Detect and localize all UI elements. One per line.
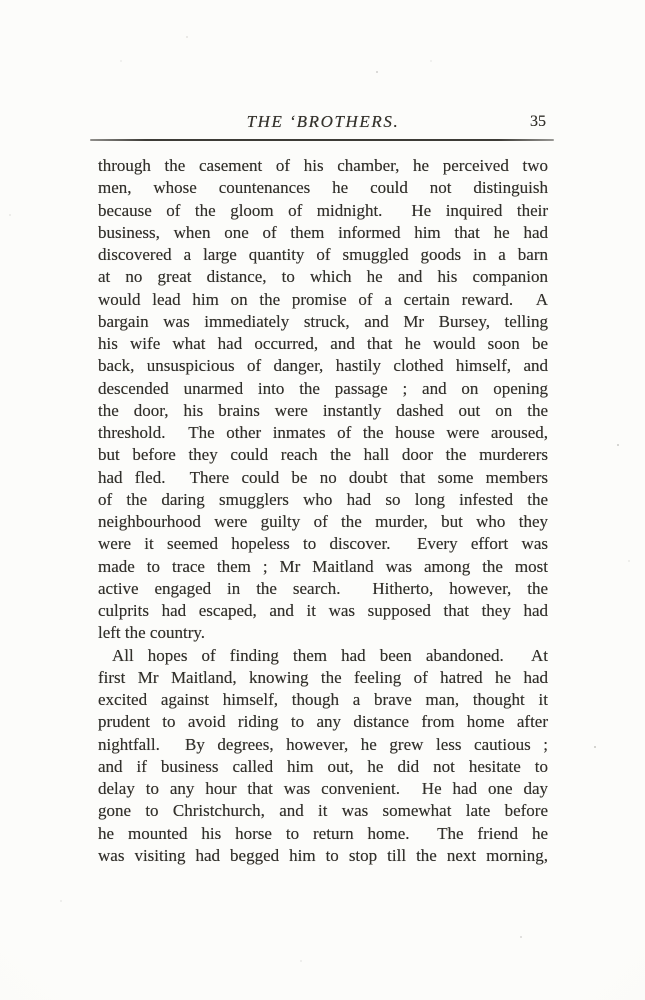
text-line: All hopes of finding them had been abandoned. At xyxy=(112,645,548,665)
text-line: through the casement of his chamber, he perceived two xyxy=(98,156,548,175)
text-line: delay to any hour that was convenient. He had one day xyxy=(98,779,548,798)
header-rule xyxy=(90,139,554,141)
text-line: would lead him on the promise of a certain reward. A xyxy=(98,289,548,309)
text-line: neighbourhood were guilty of the murder, but who they xyxy=(98,512,548,531)
running-header xyxy=(98,112,548,134)
text-line: his wife what had occurred, and that he would soon be xyxy=(98,334,548,353)
text-line: discovered a large quantity of smuggled goods in a barn xyxy=(98,245,548,264)
text-line: threshold. The other inmates of the house were aroused, xyxy=(98,423,548,442)
text-line: but before they could reach the hall door the murderers xyxy=(98,445,548,465)
text-line: and if business called him out, he did not hesitate to xyxy=(98,756,548,776)
text-line: descended unarmed into the passage ; and on opening xyxy=(98,378,548,398)
text-line: business, when one of them informed him that he had xyxy=(98,222,548,242)
text-line: gone to Christchurch, and it was somewhat late before xyxy=(98,801,548,821)
text-line: had fled. There could be no doubt that some members xyxy=(98,467,548,487)
text-line: was visiting had begged him to stop till the next morning, xyxy=(98,845,548,865)
scan-noise xyxy=(0,0,2,2)
text-line: active engaged in the search. Hitherto, however, the xyxy=(98,578,548,598)
text-line: first Mr Maitland, knowing the feeling of hatred he had xyxy=(98,667,548,687)
text-line: nightfall. By degrees, however, he grew less cautious ; xyxy=(98,734,548,754)
page-title: THE ‘BROTHERS. xyxy=(246,112,400,131)
text-line: he mounted his horse to return home. The friend he xyxy=(98,823,548,843)
page-number: 35 xyxy=(530,113,546,130)
text-line: excited against himself, though a brave man, thought it xyxy=(98,690,548,709)
text-line: culprits had escaped, and it was supposed that they had xyxy=(98,601,548,620)
text-line: at no great distance, to which he and his companion xyxy=(98,267,548,287)
text-line: back, unsuspicious of danger, hastily clothed himself, and xyxy=(98,356,548,376)
text-line: were it seemed hopeless to discover. Every effort was xyxy=(98,534,548,554)
text-column xyxy=(98,155,548,867)
text-line: because of the gloom of midnight. He inquired their xyxy=(98,200,548,220)
text-line: of the daring smugglers who had so long infested the xyxy=(98,489,548,509)
text-line: made to trace them ; Mr Maitland was among the most xyxy=(98,556,548,576)
text-line: left the country. xyxy=(98,623,205,643)
text-line: men, whose countenances he could not distinguish xyxy=(98,178,548,198)
text-line: the door, his brains were instantly dashed out on the xyxy=(98,400,548,420)
text-line: bargain was immediately struck, and Mr Bursey, telling xyxy=(98,311,548,331)
paragraph xyxy=(98,645,548,868)
text-line: prudent to avoid riding to any distance from home after xyxy=(98,712,548,732)
paragraph xyxy=(98,155,548,645)
